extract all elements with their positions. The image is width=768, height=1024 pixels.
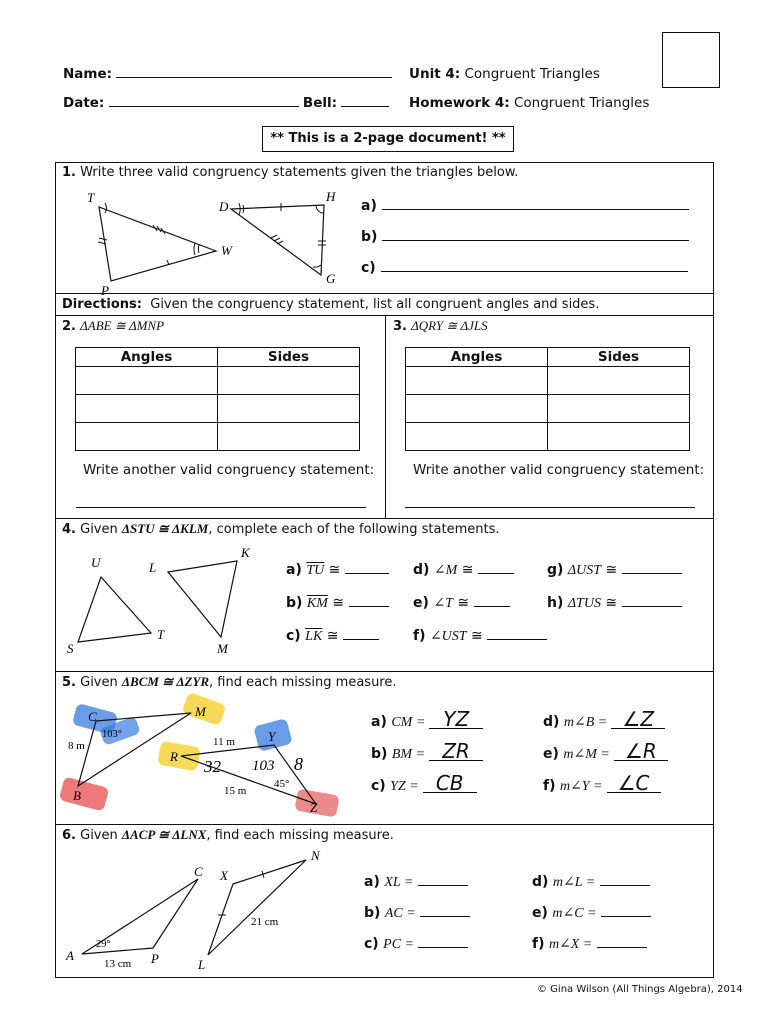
svg-text:S: S	[67, 641, 74, 656]
score-box[interactable]	[662, 32, 720, 88]
q6-item-e[interactable]: e) m∠C =	[532, 902, 651, 922]
svg-text:T: T	[157, 627, 165, 642]
homework-label: Homework 4:	[409, 95, 510, 111]
date-row	[63, 95, 389, 111]
q5-item-e[interactable]: e) m∠M = ∠R	[543, 742, 668, 763]
q6-item-b[interactable]: b) AC =	[364, 902, 470, 922]
q4-triangles	[61, 547, 261, 657]
q4-item-g[interactable]: g) ΔUST ≅	[547, 559, 682, 579]
q6-item-c[interactable]: c) PC =	[364, 933, 468, 953]
unit-label: Unit 4:	[409, 66, 461, 82]
directions-text: Directions: Given the congruency statement, list all congruent angles and sides.	[62, 297, 600, 312]
vertex-w: W	[221, 243, 232, 258]
svg-text:X: X	[220, 868, 228, 883]
question-1	[55, 162, 714, 298]
svg-text:8: 8	[294, 754, 303, 774]
svg-text:21 cm: 21 cm	[251, 916, 279, 928]
q3-title: 3. ΔQRY ≅ ΔJLS	[393, 318, 488, 334]
svg-text:32: 32	[204, 757, 221, 776]
bell-label: Bell:	[302, 95, 338, 111]
q5-item-b[interactable]: b) BM = ZR	[371, 742, 483, 763]
q6-item-a[interactable]: a) XL =	[364, 871, 468, 891]
name-label: Name:	[63, 66, 113, 82]
q3-another-line[interactable]	[405, 507, 695, 508]
q3-table: Angles Sides	[405, 347, 690, 451]
q5-answer-b: ZR	[429, 742, 483, 761]
name-row	[63, 66, 392, 82]
bell-field[interactable]	[341, 106, 389, 107]
q5-answer-f: ∠C	[607, 774, 661, 793]
svg-text:Y: Y	[268, 729, 276, 744]
vertex-p: P	[101, 283, 109, 298]
q5-item-a[interactable]: a) CM = YZ	[371, 710, 483, 731]
svg-text:Z: Z	[310, 800, 318, 815]
q5-item-f[interactable]: f) m∠Y = ∠C	[543, 774, 661, 795]
vertex-d: D	[219, 199, 229, 214]
svg-text:13 cm: 13 cm	[104, 958, 132, 970]
q6-figure	[56, 847, 346, 977]
vertex-g: G	[326, 271, 336, 286]
svg-text:C: C	[194, 864, 203, 879]
q4-item-e[interactable]: e) ∠T ≅	[413, 592, 510, 612]
unit-row	[409, 66, 600, 82]
q5-figure	[56, 694, 346, 824]
question-5	[55, 671, 714, 825]
q6-item-f[interactable]: f) m∠X =	[532, 933, 647, 953]
q5-item-c[interactable]: c) YZ = CB	[371, 774, 477, 795]
q5-answer-a: YZ	[429, 710, 483, 729]
svg-text:R: R	[170, 749, 178, 764]
q5-item-d[interactable]: d) m∠B = ∠Z	[543, 710, 665, 731]
q6-title: 6. Given ΔACP ≅ ΔLNX, find each missing measure.	[62, 827, 394, 843]
svg-text:P: P	[151, 951, 159, 966]
svg-text:15 m: 15 m	[224, 785, 247, 797]
q2-another-line[interactable]	[76, 507, 366, 508]
svg-text:103°: 103°	[102, 729, 122, 740]
q3-another-label: Write another valid congruency statement:	[413, 462, 705, 478]
date-label: Date:	[63, 95, 105, 111]
q2-title: 2. ΔABE ≅ ΔMNP	[62, 318, 165, 334]
q2-table: Angles Sides	[75, 347, 360, 451]
svg-text:8 m: 8 m	[68, 740, 85, 752]
q1-triangles	[81, 185, 341, 298]
q1-line-a[interactable]: a)	[361, 195, 689, 214]
svg-text:U: U	[91, 555, 101, 570]
vertex-h: H	[326, 189, 336, 204]
q1-line-c[interactable]: c)	[361, 257, 688, 276]
svg-text:45°: 45°	[274, 778, 290, 790]
q4-item-a[interactable]: a) $\overline{TU}$ ≅	[286, 559, 389, 579]
q5-answer-e: ∠R	[614, 742, 668, 761]
q1-prompt: 1. Write three valid congruency statements given the triangles below.	[62, 165, 519, 180]
questions-2-3	[55, 315, 714, 519]
footer-copyright: © Gina Wilson (All Things Algebra), 2014	[537, 984, 743, 995]
svg-text:C: C	[88, 709, 97, 724]
svg-text:B: B	[73, 788, 81, 803]
svg-text:M: M	[217, 641, 228, 656]
svg-text:N: N	[311, 848, 320, 863]
q4-title: 4. Given ΔSTU ≅ ΔKLM, complete each of the following statements.	[62, 521, 500, 537]
svg-text:M: M	[195, 704, 206, 719]
date-field[interactable]	[109, 106, 299, 107]
q5-title: 5. Given ΔBCM ≅ ΔZYR, find each missing measure.	[62, 674, 397, 690]
q1-line-b[interactable]: b)	[361, 226, 689, 245]
q2-another-label: Write another valid congruency statement:	[83, 462, 375, 478]
q6-item-d[interactable]: d) m∠L =	[532, 871, 650, 891]
q4-item-c[interactable]: c) $\overline{LK}$ ≅	[286, 625, 379, 645]
svg-text:L: L	[198, 957, 206, 972]
svg-text:K: K	[241, 545, 250, 560]
svg-text:A: A	[66, 948, 74, 963]
svg-text:L: L	[149, 560, 157, 575]
question-6	[55, 824, 714, 978]
homework-row	[409, 95, 649, 111]
homework-title: Congruent Triangles	[513, 95, 650, 111]
question-4	[55, 518, 714, 672]
svg-text:103: 103	[252, 758, 275, 774]
vertex-t: T	[87, 190, 95, 205]
name-field[interactable]	[116, 77, 392, 78]
q4-item-h[interactable]: h) ΔTUS ≅	[547, 592, 682, 612]
q5-answer-d: ∠Z	[611, 710, 665, 729]
q4-item-b[interactable]: b) $\overline{KM}$ ≅	[286, 592, 389, 612]
directions-bar	[55, 293, 714, 316]
q4-item-f[interactable]: f) ∠UST ≅	[413, 625, 547, 645]
svg-text:11 m: 11 m	[213, 736, 235, 748]
q5-answer-c: CB	[423, 774, 477, 793]
svg-text:29°: 29°	[96, 939, 111, 950]
q4-item-d[interactable]: d) ∠M ≅	[413, 559, 514, 579]
unit-title: Congruent Triangles	[464, 66, 600, 82]
notice-box: ** This is a 2-page document! **	[262, 126, 514, 152]
